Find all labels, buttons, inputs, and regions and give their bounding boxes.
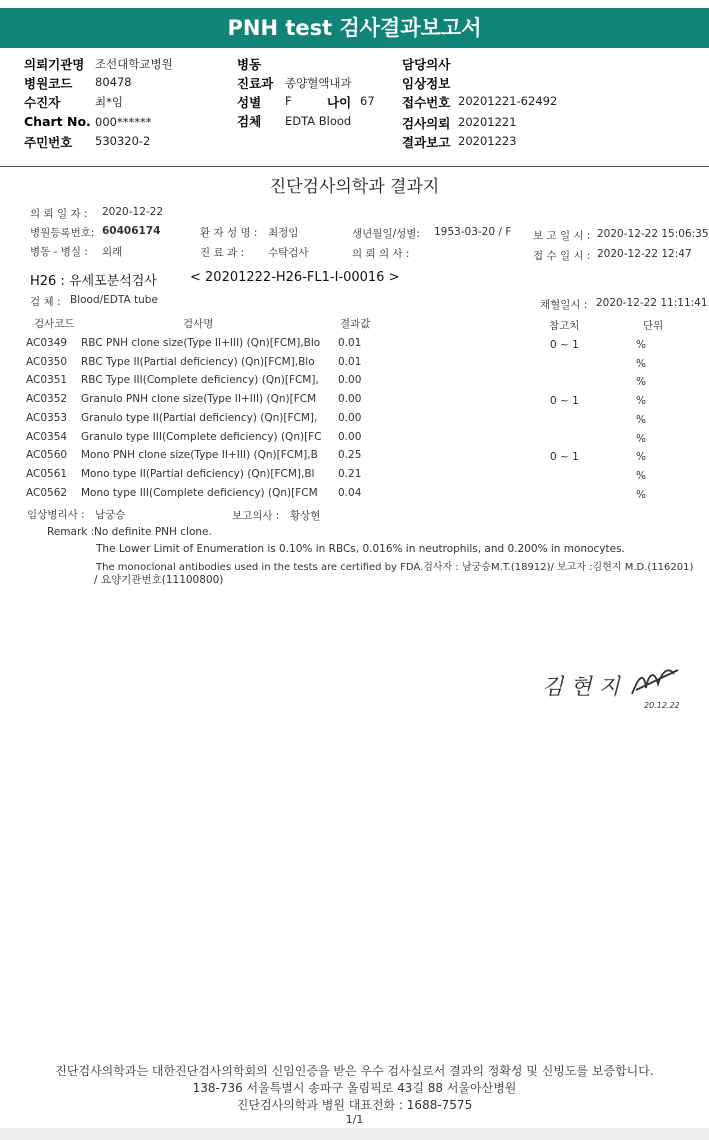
footer-phone: 진단검사의학과 병원 대표전화 : 1688-7575	[236, 1098, 473, 1112]
dob-label: 생년월일/성별:	[352, 228, 420, 240]
row-value: 0.01	[338, 356, 362, 368]
header-label: 병원코드	[24, 76, 73, 91]
col-header-unit: 단위	[643, 320, 664, 332]
header-label: 진료과	[237, 76, 274, 91]
header-value: 80478	[95, 75, 132, 89]
row-value: 0.25	[338, 449, 362, 461]
row-value: 0.00	[338, 431, 362, 443]
row-code: AC0349	[26, 337, 68, 349]
header-label: 검체	[237, 114, 262, 129]
row-code: AC0354	[26, 431, 68, 443]
reg-no-label: 병원등록번호:	[30, 227, 95, 239]
lab-report-title: 진단검사의학과 결과지	[269, 177, 440, 197]
report-title-bar	[0, 8, 709, 48]
header-label: 나이	[327, 95, 352, 110]
patient-name: 최정임	[268, 227, 299, 239]
row-test-name: RBC Type II(Partial deficiency) (Qn)[FCM],Blo	[81, 356, 315, 368]
header-value: EDTA Blood	[285, 114, 352, 128]
remark-line: No definite PNH clone.	[94, 526, 212, 538]
row-code: AC0350	[26, 356, 68, 368]
dept: 수탁검사	[268, 247, 309, 259]
row-test-name: Mono type II(Partial deficiency) (Qn)[FCM],Bl	[81, 468, 315, 480]
header-label: 수진자	[24, 95, 61, 110]
header-label: 의뢰기관명	[24, 57, 85, 72]
remark-line: The Lower Limit of Enumeration is 0.10% in RBCs, 0.016% in neutrophils, and 0.200% in monocytes.	[96, 543, 625, 555]
header-value: 조선대학교병원	[95, 57, 173, 71]
header-value: F	[285, 94, 292, 108]
row-code: AC0560	[26, 449, 68, 461]
row-code: AC0352	[26, 393, 68, 405]
dept-label: 진 료 과 :	[200, 247, 244, 259]
row-unit: %	[636, 451, 646, 463]
reg-no: 60406174	[102, 225, 161, 237]
header-value: 종양혈액내과	[285, 76, 352, 90]
row-test-name: Mono type III(Complete deficiency) (Qn)[FCM	[81, 487, 318, 499]
specimen-label: 검 체 :	[30, 296, 61, 308]
header-label: 결과보고	[402, 135, 451, 150]
reporter: 황상현	[290, 510, 321, 522]
dob: 1953-03-20 / F	[434, 226, 512, 238]
row-test-name: Mono PNH clone size(Type II+III) (Qn)[FCM],B	[81, 449, 318, 461]
header-label: Chart No.	[24, 114, 91, 129]
header-value: 최*임	[95, 95, 123, 109]
header-value: 000******	[95, 115, 152, 129]
row-code: AC0353	[26, 412, 68, 424]
header-label: 임상정보	[402, 76, 451, 91]
row-test-name: RBC PNH clone size(Type II+III) (Qn)[FCM],Blo	[81, 337, 321, 349]
row-value: 0.04	[338, 487, 362, 499]
pathologist: 남궁승	[95, 509, 126, 521]
header-divider	[0, 166, 709, 167]
row-value: 0.00	[338, 393, 362, 405]
pathologist-label: 임상병리사 :	[27, 509, 85, 521]
ward: 외래	[102, 246, 123, 258]
signature-name: 김 현 지	[542, 675, 620, 700]
ward-label: 병동 - 병실 :	[30, 246, 88, 258]
row-value: 0.01	[338, 337, 362, 349]
header-label: 병동	[237, 57, 262, 72]
col-header-code: 검사코드	[34, 318, 75, 330]
row-unit: %	[636, 414, 646, 426]
header-label: 검사의뢰	[402, 116, 451, 131]
row-test-name: Granulo PNH clone size(Type II+III) (Qn)[FCM	[81, 393, 317, 405]
row-ref: 0 ~ 1	[550, 339, 579, 351]
request-date-label: 의 뢰 일 자 :	[30, 208, 88, 220]
remark-line: / 요양기관번호(11100800)	[94, 574, 224, 586]
doctor-label: 의 뢰 의 사 :	[352, 248, 410, 260]
row-value: 0.00	[338, 374, 362, 386]
col-header-value: 결과값	[340, 318, 371, 330]
row-unit: %	[636, 395, 646, 407]
header-label: 접수번호	[402, 95, 451, 110]
receipt-time-label: 접 수 일 시 :	[533, 250, 591, 262]
header-value: 20201223	[458, 134, 517, 148]
header-label: 성별	[237, 95, 262, 110]
row-code: AC0561	[26, 468, 68, 480]
collect-time: 2020-12-22 11:11:41	[596, 297, 708, 309]
col-header-ref: 참고치	[549, 320, 580, 332]
test-id: < 20201222-H26-FL1-I-00016 >	[190, 270, 400, 285]
row-unit: %	[636, 489, 646, 501]
row-unit: %	[636, 339, 646, 351]
row-code: AC0351	[26, 374, 68, 386]
footer-certification: 진단검사의학과는 대한진단검사의학회의 신임인증을 받은 우수 검사실로서 결과의 정확성 및 신빙도를 보증합니다.	[55, 1064, 654, 1078]
reporter-label: 보고의사 :	[232, 510, 280, 522]
row-ref: 0 ~ 1	[550, 451, 579, 463]
footer-address: 138-736 서울특별시 송파구 올림픽로 43길 88 서울아산병원	[192, 1081, 517, 1095]
report-time-label: 보 고 일 시 :	[533, 230, 591, 242]
header-value: 67	[360, 94, 375, 108]
row-unit: %	[636, 433, 646, 445]
patient-header	[0, 55, 709, 167]
receipt-time: 2020-12-22 12:47	[597, 248, 692, 260]
page-number: 1/1	[345, 1113, 364, 1126]
request-date: 2020-12-22	[102, 206, 164, 218]
row-code: AC0562	[26, 487, 68, 499]
remark-label: Remark :	[47, 526, 95, 538]
report-title: PNH test 검사결과보고서	[227, 16, 482, 40]
specimen: Blood/EDTA tube	[70, 294, 158, 306]
col-header-name: 검사명	[183, 318, 214, 330]
row-test-name: RBC Type III(Complete deficiency) (Qn)[FCM],	[81, 374, 319, 386]
row-test-name: Granulo type II(Partial deficiency) (Qn)[FCM],	[81, 412, 318, 424]
header-value: 20201221	[458, 115, 517, 129]
row-test-name: Granulo type III(Complete deficiency) (Qn)[FC	[81, 431, 322, 443]
report-time: 2020-12-22 15:06:35	[597, 228, 709, 240]
header-label: 주민번호	[24, 135, 73, 150]
signature-image	[540, 660, 690, 712]
collect-label: 채혈일시 :	[540, 299, 588, 311]
bottom-bar	[0, 1128, 709, 1140]
row-value: 0.21	[338, 468, 362, 480]
remark-line: The monoclonal antibodies used in the tests are certified by FDA.검사자 : 남궁승M.T.(18912)/ 보고자 :김현지 M.D.(116201)	[96, 562, 694, 573]
row-unit: %	[636, 470, 646, 482]
header-value: 20201221-62492	[458, 94, 558, 108]
header-label: 담당의사	[402, 57, 451, 72]
row-unit: %	[636, 358, 646, 370]
signature-date: 20.12.22	[644, 701, 680, 710]
header-value: 530320-2	[95, 134, 151, 148]
row-value: 0.00	[338, 412, 362, 424]
test-name: H26 : 유세포분석검사	[30, 274, 157, 289]
patient-label: 환 자 성 명 :	[200, 227, 258, 239]
row-ref: 0 ~ 1	[550, 395, 579, 407]
doctor-signature	[540, 660, 690, 712]
row-unit: %	[636, 376, 646, 388]
